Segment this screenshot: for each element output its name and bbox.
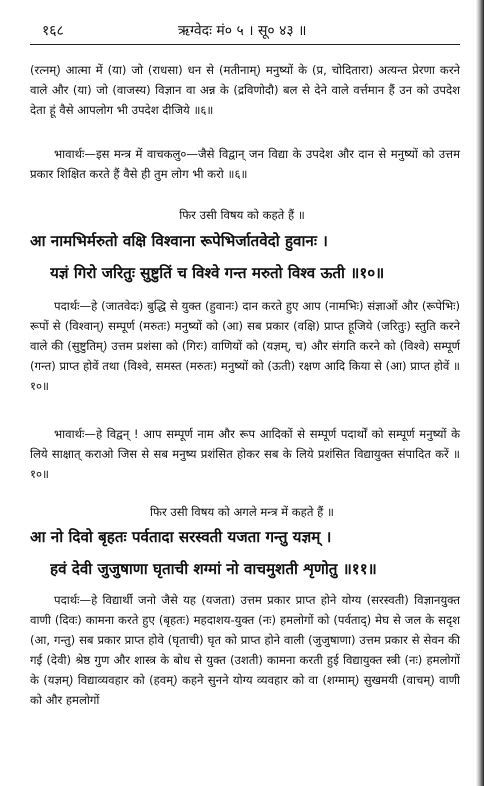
page-number: १६८	[42, 23, 64, 39]
running-title: ऋग्वेदः मं० ५ । सू० ४३ ॥	[178, 23, 307, 39]
page-edge-shadow	[476, 0, 484, 786]
intro-line-11: फिर उसी विषय को अगले मन्त्र में कहते हैं ॥	[150, 505, 334, 519]
mantra-11-line-1: आ नो दिवो बृहतः पर्वतादा सरस्वती यजता गन्तु यज्ञम् ।	[30, 528, 332, 546]
mantra-10-line-1: आ नामभिर्मरुतो वक्षि विश्वाना रूपेभिर्जातवेदो हुवानः ।	[30, 232, 328, 250]
header-divider	[30, 44, 460, 45]
paragraph-padartha-11: पदार्थः—हे विद्यार्थी जनो जैसे यह (यजता) उत्तम प्रकार प्राप्त होने योग्य (सरस्वती) विज्ञानयुक्त वाणी (दिवः) कामना करते हुए (बृहतः) महदाशय-युक्त (नः) हमलोगों को (पर्वताद्) मेघ से जल के सदृश (आ, गन्तु) सब प्रकार प्राप्त होवे (घृताची) घृत को प्राप्त होने वाली (जुजुषाणा) उत्तम प्रकार से सेवन की गई (देवी) श्रेष्ठ गुण और शास्त्र के बोध से युक्त (उशती) कामना करती हुई विद्यायुक्त स्त्री (नः) हमलोगों के (यज्ञम्) विद्याव्यवहार को (हवम्) कहने सुनने योग्य व्यवहार को वा (शग्माम्) सुखमयी (वाचम्) वाणी को और हमलोगों	[30, 593, 460, 707]
paragraph-padartha-9-end: (रत्नम्) आत्मा में (या) जो (राधसा) धन से (मतीनाम्) मनुष्यों के (प्र, चोदितारा) अत्यन्त प्रेरणा करने वाले और (या) जो (वाजस्य) विज्ञान वा अन्न के (द्रविणोदौ) बल से देने वाले वर्त्तमान हैं उन को उपदेश देता हूं वैसे आपलोग भी उपदेश दीजिये ॥६॥	[30, 63, 460, 117]
paragraph-padartha-10: पदार्थः—हे (जातवेदः) बुद्धि से युक्त (हुवानः) दान करते हुए आप (नामभिः) संज्ञाओं और (रूपेभिः) रूपों से (विश्वान्) सम्पूर्ण (मरुतः) मनुष्यों को (आ) सब प्रकार (वक्षि) प्राप्त हूजिये (जरितुः) स्तुति करने वाले की (सुष्टुतिम्) उत्तम प्रशंसा को (गिरः) वाणियों को (यज्ञम्, च) और संगति करने को (विश्वे) सम्पूर्ण (गन्त) प्राप्त होवें तथा (विश्वे, समस्त (मरुतः) मनुष्यों को (ऊती) रक्षण आदि किया से (आ) प्राप्त होवें ॥१०॥	[30, 299, 460, 393]
intro-line-10: फिर उसी विषय को कहते हैं ॥	[179, 208, 305, 222]
mantra-10-line-2: यज्ञं गिरो जरितुः सुष्टुतिं च विश्वे गन्त मरुतो विश्व ऊती ॥१०॥	[50, 264, 385, 282]
paragraph-bhavartha-9: भावार्थः—इस मन्त्र में वाचकलु०—जैसे विद्वान् जन विद्या के उपदेश और दान से मनुष्यों को उत्तम प्रकार शिक्षित करते हैं वैसे ही तुम लोग भी करो ॥६॥	[30, 147, 460, 181]
paragraph-bhavartha-10: भावार्थः—हे विद्वन् ! आप सम्पूर्ण नाम और रूप आदिकों से सम्पूर्ण पदार्थों को सम्पूर्ण मनुष्यों के लिये साक्षात् कराओ जिस से सब मनुष्य प्रशंसित होकर सब के लिये प्रशंसित विद्यायुक्त संपादित करें ॥१०॥	[30, 427, 460, 481]
mantra-11-line-2: हवं देवी जुजुषाणा घृताची शग्मां नो वाचमुशती शृणोतु ॥११॥	[50, 560, 377, 578]
